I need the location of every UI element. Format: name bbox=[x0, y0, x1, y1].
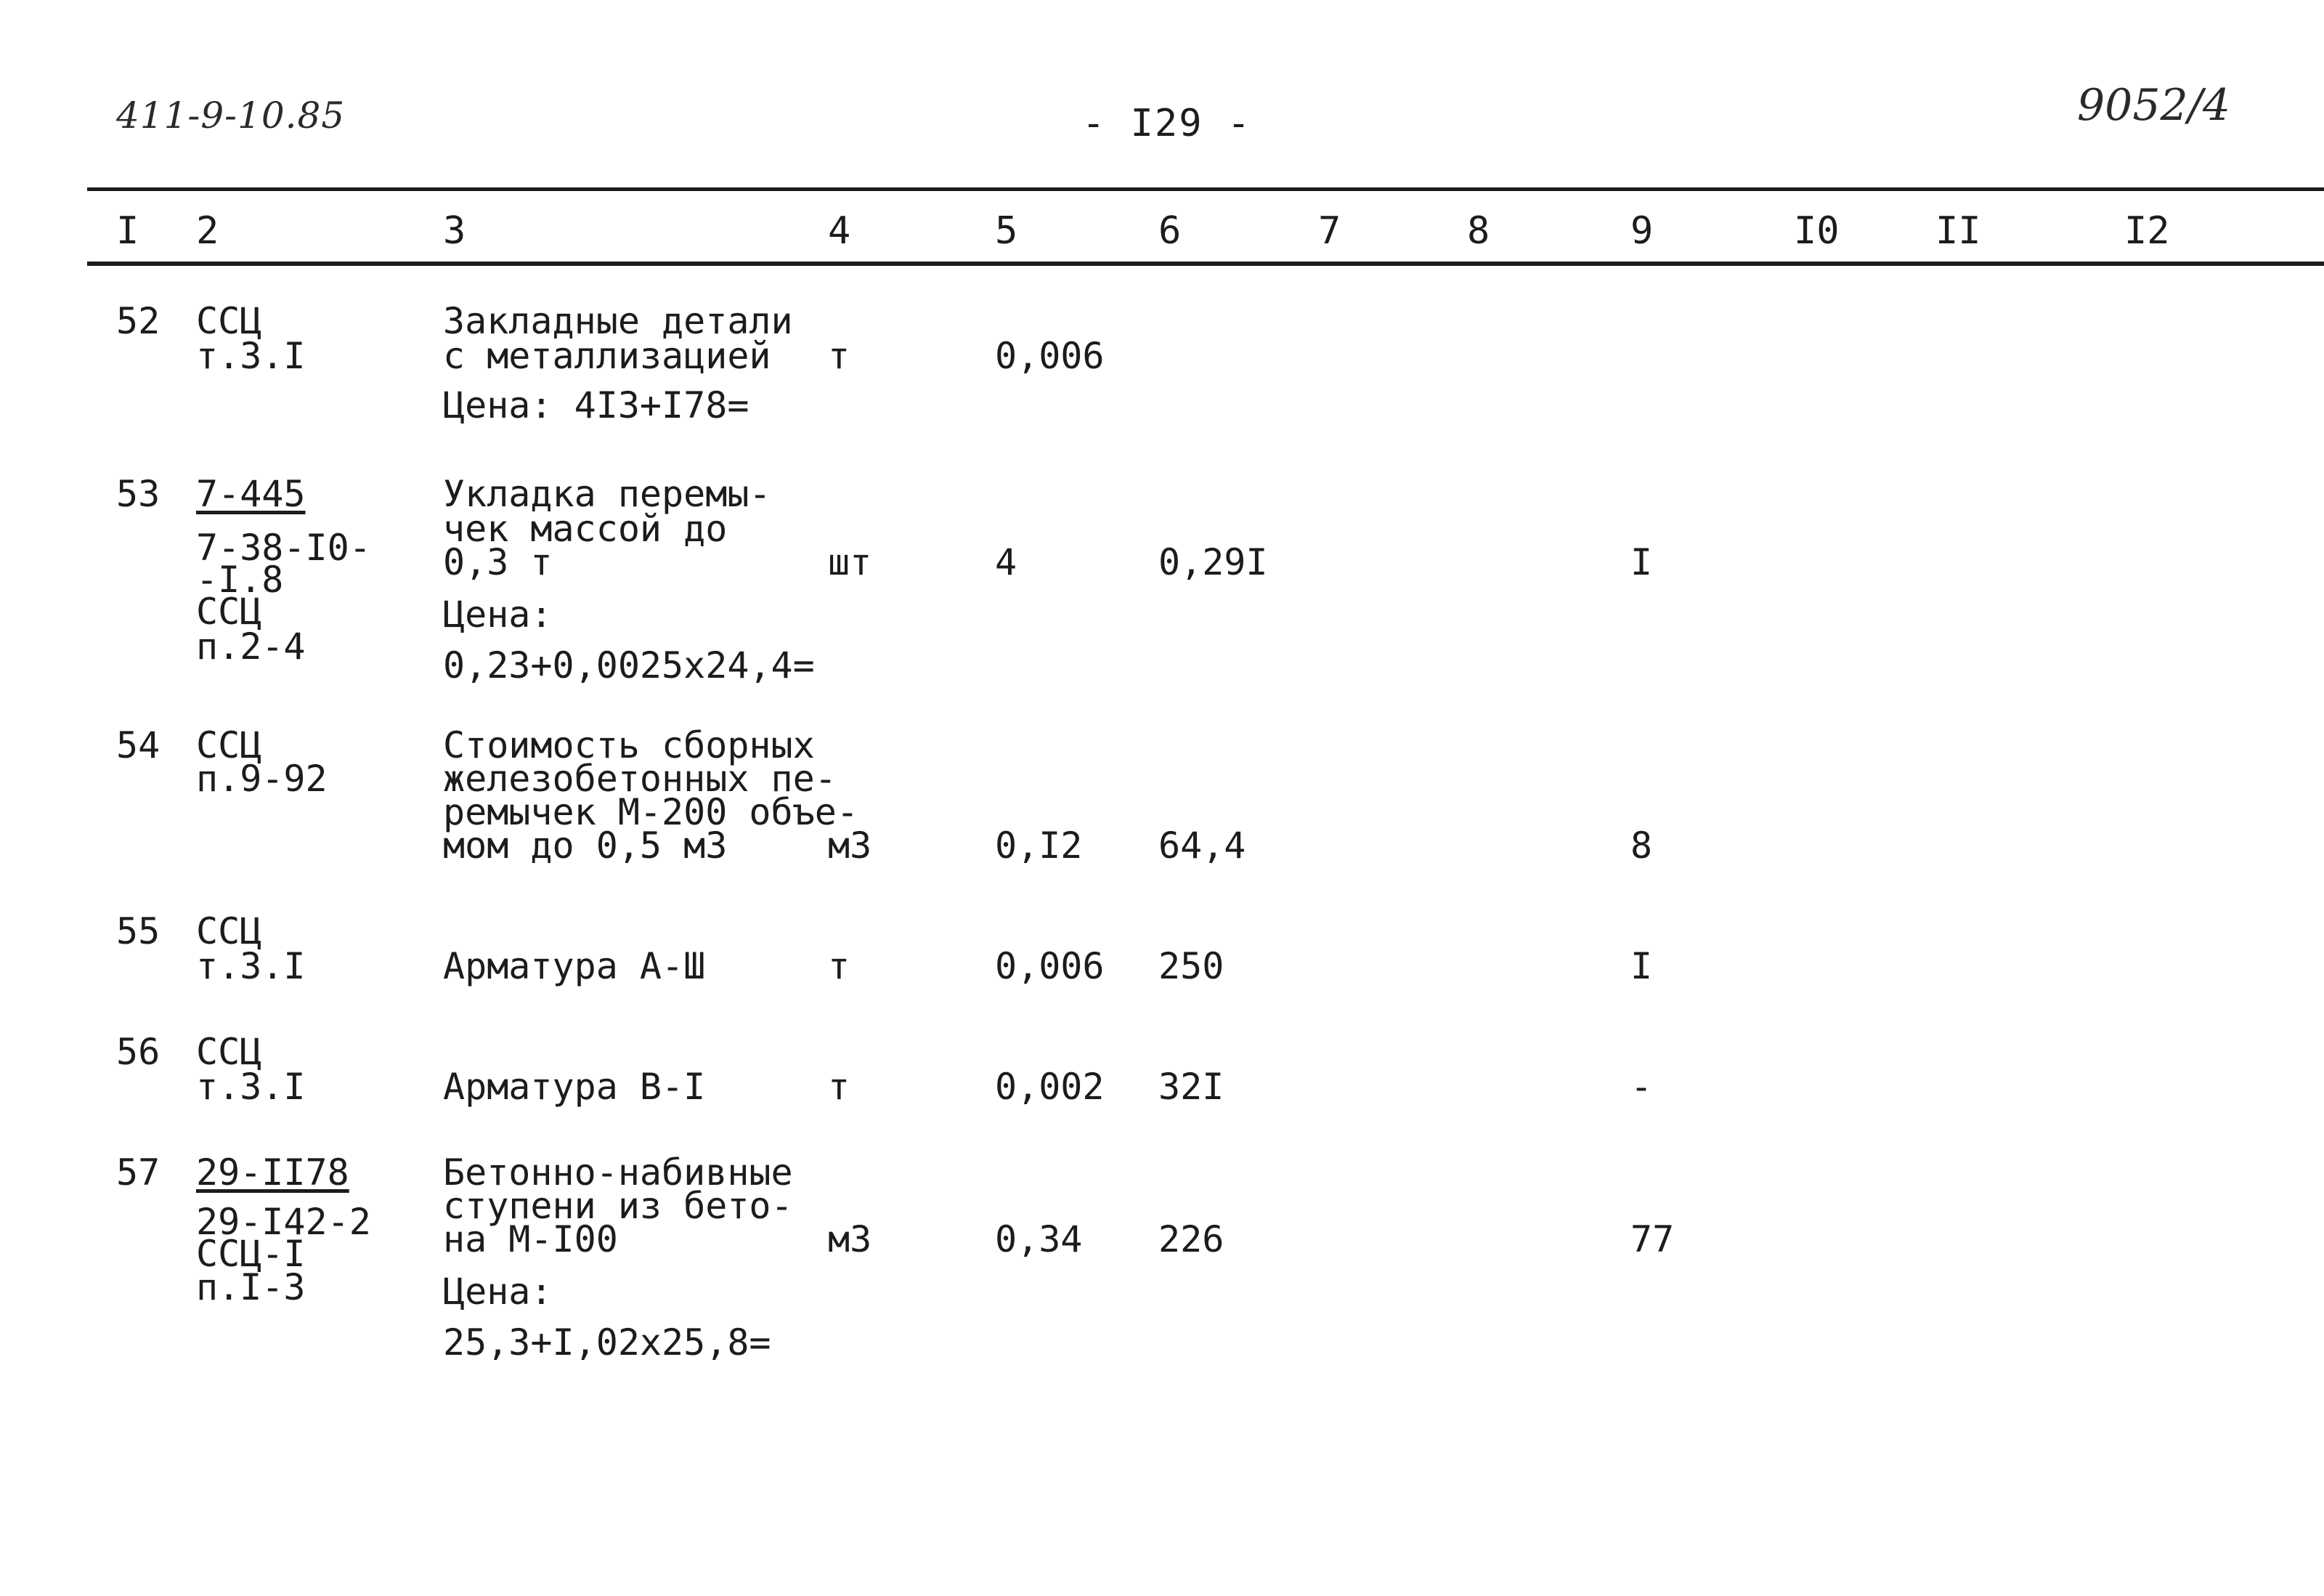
price-formula: 25,3+I,02х25,8= bbox=[443, 1321, 771, 1364]
ref-line: 7-38-I0- bbox=[196, 527, 371, 569]
ref-line: ССЦ bbox=[196, 591, 262, 633]
description-line: Арматура А-Ш bbox=[443, 945, 706, 987]
ref-line: т.3.I bbox=[196, 945, 306, 987]
description-line: чек массой до bbox=[443, 508, 728, 550]
col6-value: 250 bbox=[1158, 945, 1224, 987]
column-header: I0 bbox=[1794, 209, 1840, 253]
row-number: 52 bbox=[116, 300, 161, 342]
column-header: I bbox=[116, 209, 139, 253]
description-line: Арматура В-I bbox=[443, 1066, 706, 1108]
column-header: 9 bbox=[1630, 209, 1654, 253]
description-line: железобетонных пе- bbox=[443, 758, 837, 800]
ref-line: п.2-4 bbox=[196, 625, 306, 668]
col9-value: 77 bbox=[1630, 1218, 1675, 1260]
column-header: 2 bbox=[196, 209, 219, 253]
ref-line: п.9-92 bbox=[196, 758, 328, 800]
document-code: 411-9-10.85 bbox=[116, 94, 346, 137]
row-number: 56 bbox=[116, 1031, 161, 1073]
sheet-code: 9052/4 bbox=[2077, 80, 2231, 131]
column-header: 5 bbox=[995, 209, 1018, 253]
quantity: 0,34 bbox=[995, 1218, 1083, 1260]
col9-value: I bbox=[1630, 945, 1653, 987]
price-formula: 0,23+0,0025х24,4= bbox=[443, 644, 815, 686]
col6-value: 64,4 bbox=[1158, 825, 1246, 867]
unit: м3 bbox=[828, 825, 872, 867]
ref-line: ССЦ bbox=[196, 1031, 262, 1073]
col9-value: - bbox=[1630, 1066, 1653, 1108]
description-line: Бетонно-набивные bbox=[443, 1151, 793, 1194]
quantity: 4 bbox=[995, 541, 1017, 583]
description-line: с металлизацией bbox=[443, 335, 771, 377]
ref-line: п.I-3 bbox=[196, 1266, 306, 1308]
col6-value: 32I bbox=[1158, 1066, 1224, 1108]
column-header: 6 bbox=[1158, 209, 1182, 253]
unit: м3 bbox=[828, 1218, 872, 1260]
ref-line: т.3.I bbox=[196, 335, 306, 377]
page-number: - I29 - bbox=[1082, 102, 1252, 145]
ref-line: 29-I42-2 bbox=[196, 1201, 371, 1243]
row-number: 54 bbox=[116, 724, 161, 766]
quantity: 0,006 bbox=[995, 335, 1105, 377]
column-header: I2 bbox=[2124, 209, 2170, 253]
col9-value: I bbox=[1630, 541, 1653, 583]
description-line: ремычек М-200 объе- bbox=[443, 791, 858, 833]
ref-line: ССЦ bbox=[196, 724, 262, 766]
ref-line: -I.8 bbox=[196, 559, 284, 601]
price-label: Цена: bbox=[443, 594, 553, 636]
price-formula: Цена: 4I3+I78= bbox=[443, 384, 749, 426]
unit: шт bbox=[828, 541, 872, 583]
description-line: Укладка перемы- bbox=[443, 473, 771, 515]
unit: т bbox=[828, 1066, 850, 1108]
column-header: II bbox=[1935, 209, 1981, 253]
unit: т bbox=[828, 945, 850, 987]
ref-line: ССЦ bbox=[196, 300, 262, 342]
col6-value: 226 bbox=[1158, 1218, 1224, 1260]
column-header: 7 bbox=[1318, 209, 1341, 253]
ref-line: т.3.I bbox=[196, 1066, 306, 1108]
table-header-rule bbox=[87, 262, 2324, 266]
table-top-rule bbox=[87, 187, 2324, 191]
description-line: на М-I00 bbox=[443, 1218, 618, 1260]
price-label: Цена: bbox=[443, 1271, 553, 1313]
row-number: 53 bbox=[116, 473, 161, 515]
quantity: 0,006 bbox=[995, 945, 1105, 987]
column-header: 8 bbox=[1467, 209, 1490, 253]
description-line: ступени из бето- bbox=[443, 1185, 793, 1227]
row-number: 55 bbox=[116, 910, 161, 952]
description-line: Закладные детали bbox=[443, 300, 793, 342]
description-line: мом до 0,5 м3 bbox=[443, 825, 728, 867]
col9-value: 8 bbox=[1630, 825, 1653, 867]
ref-line: 29-II78 bbox=[196, 1151, 349, 1194]
ref-line: 7-445 bbox=[196, 473, 306, 515]
description-line: Стоимость сборных bbox=[443, 724, 815, 766]
column-header: 4 bbox=[828, 209, 851, 253]
ref-line: ССЦ-I bbox=[196, 1233, 306, 1275]
quantity: 0,002 bbox=[995, 1066, 1105, 1108]
description-line: 0,3 т bbox=[443, 541, 553, 583]
ref-line: ССЦ bbox=[196, 910, 262, 952]
quantity: 0,I2 bbox=[995, 825, 1083, 867]
column-header: 3 bbox=[443, 209, 466, 253]
unit: т bbox=[828, 335, 850, 377]
col6-value: 0,29I bbox=[1158, 541, 1268, 583]
row-number: 57 bbox=[116, 1151, 161, 1194]
